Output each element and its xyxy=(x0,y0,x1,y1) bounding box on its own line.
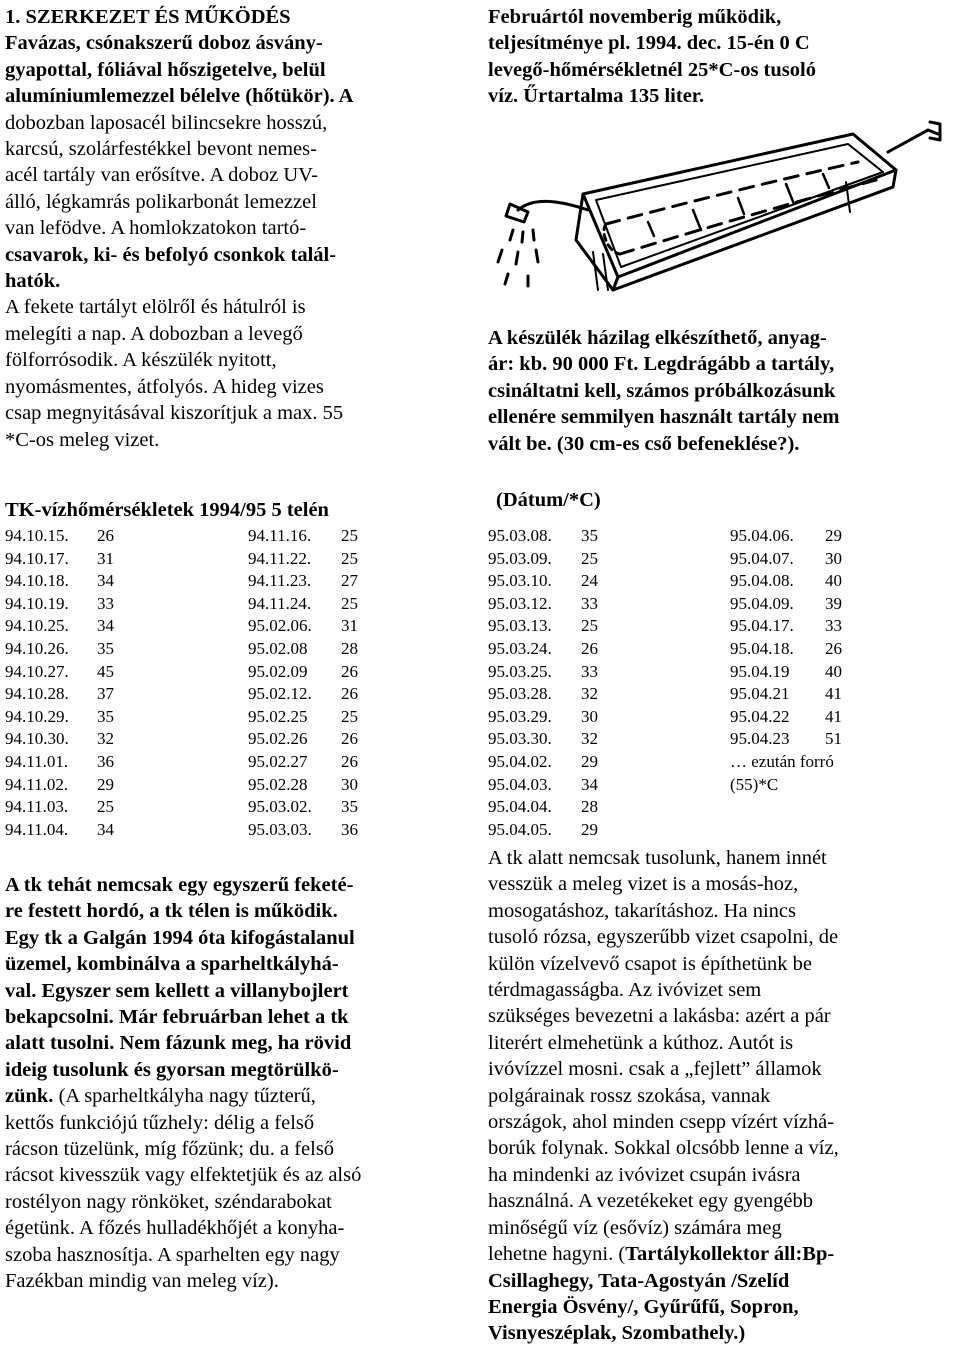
text-line xyxy=(488,977,956,1003)
table-cell: 29 xyxy=(97,774,114,794)
table-cell: 28 xyxy=(581,797,598,817)
table-cell: 34 xyxy=(97,571,114,591)
table-cell: 94.11.03. xyxy=(5,797,69,817)
text-line xyxy=(5,83,475,109)
table-cell: 33 xyxy=(825,616,842,636)
table-cell: 26 xyxy=(341,751,358,771)
text-line xyxy=(488,1241,956,1267)
text-line xyxy=(5,1215,475,1241)
text-line xyxy=(488,325,956,351)
table-cell: 95.02.09 xyxy=(248,661,308,681)
temperature-table-left xyxy=(5,525,475,841)
text-line-part: A készülék házilag elkészíthető, anyag- xyxy=(488,327,827,349)
text-line-part: van lefödve. A homlokzatokon tartó- xyxy=(5,217,307,240)
table-cell: 26 xyxy=(581,638,598,658)
table-cell: 95.03.09. xyxy=(488,548,552,568)
table-cell: 51 xyxy=(825,729,842,749)
text-line-part: rácson tüzelünk, míg főzünk; du. a felső xyxy=(5,1138,335,1161)
text-line-part: rácsot kivesszük vagy elfektetjük és az alsó xyxy=(5,1164,362,1187)
text-line xyxy=(5,1083,475,1109)
text-line-part: csap megnyitásával kiszorítjuk a max. 55 xyxy=(5,402,344,425)
table-row xyxy=(488,728,956,751)
table-cell: 95.04.17. xyxy=(730,616,794,636)
table-cell: 40 xyxy=(825,571,842,591)
text-line xyxy=(5,1004,475,1030)
text-line xyxy=(5,347,475,373)
text-line xyxy=(488,871,956,897)
table-row xyxy=(5,661,475,684)
text-line-part: ellenére semmilyen használt tartály nem xyxy=(488,406,840,429)
text-line-part: tusoló rózsa, egyszerűbb vizet csapolni, de xyxy=(488,926,839,949)
table-cell: 95.02.28 xyxy=(248,774,308,794)
table-cell: 95.03.25. xyxy=(488,661,552,681)
table-cell: 95.03.24. xyxy=(488,638,552,658)
text-line-part: rostélyon nagy rönköket, széndarabokat xyxy=(5,1190,332,1213)
text-line-part: karcsú, szolárfestékkel bevont nemes- xyxy=(5,138,317,161)
text-line xyxy=(488,1135,956,1161)
table-cell: 95.04.21 xyxy=(730,684,790,704)
table-cell: 95.03.29. xyxy=(488,706,552,726)
text-line-part: re festett hordó, a tk télen is működik. xyxy=(5,900,338,923)
table-row xyxy=(5,548,475,571)
text-line xyxy=(488,4,956,30)
text-line xyxy=(488,378,956,404)
table-cell: 41 xyxy=(825,706,842,726)
table-cell: 25 xyxy=(341,593,358,613)
table-cell: 35 xyxy=(341,797,358,817)
text-line xyxy=(5,242,475,268)
table-row xyxy=(488,615,956,638)
text-line xyxy=(5,1136,475,1162)
table-row xyxy=(488,525,956,548)
text-line xyxy=(5,4,475,30)
table-cell: 41 xyxy=(825,684,842,704)
text-line xyxy=(5,30,475,56)
text-line-part: dobozban laposacél bilincsekre hosszú, xyxy=(5,111,328,134)
table-cell: 29 xyxy=(825,526,842,545)
text-line-part: égetünk. A főzés hulladékhőjét a konyha- xyxy=(5,1217,345,1240)
table-cell: 33 xyxy=(581,661,598,681)
table-cell: 94.11.16. xyxy=(248,526,312,545)
table-cell: 34 xyxy=(581,774,598,794)
text-line xyxy=(5,110,475,136)
text-line xyxy=(5,189,475,215)
text-line-part: levegő-hőmérsékletnél 25*C-os tusoló xyxy=(488,58,816,81)
text-line xyxy=(5,1110,475,1136)
table-cell: 95.02.27 xyxy=(248,751,308,771)
table-row xyxy=(488,593,956,616)
table-cell: 40 xyxy=(825,661,842,681)
text-line-part: Visnyeszéplak, Szombathely.) xyxy=(488,1322,746,1345)
text-line-part: csináltatni kell, számos próbálkozásunk xyxy=(488,379,836,402)
table-cell: 95.03.10. xyxy=(488,571,552,591)
table-row xyxy=(5,819,475,842)
table-cell: 33 xyxy=(581,593,598,613)
text-line xyxy=(488,1109,956,1135)
table-row xyxy=(5,683,475,706)
table-cell: 94.10.15. xyxy=(5,526,69,545)
table-cell: 34 xyxy=(97,819,114,839)
table-cell: 94.10.27. xyxy=(5,661,69,681)
table-row xyxy=(5,774,475,797)
text-line-part: víz. Űrtartalma 135 liter. xyxy=(488,85,705,108)
text-line-part: minőségű víz (esővíz) számára meg xyxy=(488,1216,782,1239)
table-cell: 25 xyxy=(341,706,358,726)
table-cell: 29 xyxy=(581,751,598,771)
text-line xyxy=(488,1030,956,1056)
table-row xyxy=(5,615,475,638)
table-cell: 28 xyxy=(341,638,358,658)
text-line-part: Egy tk a Galgán 1994 óta kifogástalanul xyxy=(5,926,355,949)
table-cell: 94.10.30. xyxy=(5,729,69,749)
table-cell: 95.03.03. xyxy=(248,819,312,839)
table-cell: 26 xyxy=(341,661,358,681)
text-line xyxy=(5,321,475,347)
table-cell: 32 xyxy=(97,729,114,749)
text-line-part: polgárainak rossz szokása, vannak xyxy=(488,1084,771,1107)
text-line-part: literért elmehetünk a kúthoz. Autót is xyxy=(488,1031,794,1054)
text-line xyxy=(488,1003,956,1029)
text-line xyxy=(488,1215,956,1241)
usage-text xyxy=(488,845,956,1347)
table-cell: 26 xyxy=(341,684,358,704)
text-line-part: (A sparheltkályha nagy tűzterű, xyxy=(53,1085,316,1108)
table-cell: 95.02.12. xyxy=(248,684,312,704)
text-line-part: ideig tusolunk és gyorsan megtörülkö- xyxy=(5,1058,339,1081)
table-cell: 29 xyxy=(581,819,598,839)
text-line-part: Tartálykollektor áll:Bp- xyxy=(625,1243,835,1266)
table-title: TK-vízhőmérsékletek 1994/95 5 telén xyxy=(5,499,329,521)
table-cell: 94.11.24. xyxy=(248,593,312,613)
table-cell: 25 xyxy=(97,797,114,817)
text-line xyxy=(5,400,475,426)
text-line xyxy=(488,1083,956,1109)
text-line xyxy=(488,898,956,924)
text-line-part: mosogatáshoz, takarításhoz. Ha nincs xyxy=(488,899,796,922)
text-line-part: alatt tusolni. Nem fázunk meg, ha rövid xyxy=(5,1032,352,1055)
table-cell: 36 xyxy=(97,751,114,771)
text-line-part: zünk. xyxy=(5,1085,54,1108)
table-row xyxy=(5,728,475,751)
table-cell: 35 xyxy=(97,638,114,658)
table-row xyxy=(5,638,475,661)
text-line xyxy=(488,83,956,109)
table-cell: 94.11.01. xyxy=(5,751,69,771)
text-line-part: borúk folynak. Sokkal olcsóbb lenne a víz, xyxy=(488,1137,839,1160)
text-line-part: üzemel, kombinálva a sparheltkályhá- xyxy=(5,953,339,976)
table-cell: 94.11.04. xyxy=(5,819,69,839)
table-cell: 26 xyxy=(341,729,358,749)
text-line xyxy=(5,1268,475,1294)
table-row xyxy=(5,525,475,548)
table-cell: 95.03.28. xyxy=(488,684,552,704)
table-cell: 27 xyxy=(341,571,358,591)
table-cell: 95.03.12. xyxy=(488,593,552,613)
table-cell: 95.02.25 xyxy=(248,706,308,726)
table-cell: 94.10.28. xyxy=(5,684,69,704)
text-line-part: ár: kb. 90 000 Ft. Legdrágább a tartály, xyxy=(488,353,835,376)
table-row xyxy=(488,751,956,774)
text-line-part: szoba hasznosítja. A sparhelten egy nagy xyxy=(5,1243,340,1266)
text-line xyxy=(5,1242,475,1268)
text-line-part: bekapcsolni. Már februárban lehet a tk xyxy=(5,1006,349,1029)
text-line xyxy=(488,845,956,871)
table-cell: 32 xyxy=(581,684,598,704)
table-cell: 30 xyxy=(825,548,842,568)
text-line xyxy=(5,1057,475,1083)
season-text xyxy=(488,4,956,110)
text-line xyxy=(5,294,475,320)
table-row xyxy=(488,706,956,729)
table-cell: 95.04.23 xyxy=(730,729,790,749)
table-cell: 36 xyxy=(341,819,358,839)
table-cell: 94.10.19. xyxy=(5,593,69,613)
text-line xyxy=(5,1030,475,1056)
table-cell: 30 xyxy=(581,706,598,726)
table-cell: 24 xyxy=(581,571,598,591)
table-cell: 94.10.25. xyxy=(5,616,69,636)
text-line-part: Csillaghegy, Tata-Agostyán /Szelíd xyxy=(488,1269,790,1292)
text-line xyxy=(488,1268,956,1294)
table-row xyxy=(488,661,956,684)
text-line-part: országok, ahol minden csepp vízért vízhá- xyxy=(488,1111,835,1134)
table-cell: 95.02.08 xyxy=(248,638,308,658)
text-line-part: vált be. (30 cm-es cső befeneklése?). xyxy=(488,432,800,455)
text-line-part: álló, légkamrás polikarbonát lemezzel xyxy=(5,190,317,213)
table-caption: (Dátum/*C) xyxy=(496,489,601,511)
table-cell: 25 xyxy=(581,548,598,568)
table-cell: 95.04.04. xyxy=(488,797,552,817)
table-cell: (55)*C xyxy=(730,774,779,794)
text-line-part: kettős funkciójú tűzhely: délig a felső xyxy=(5,1111,315,1134)
text-line-part: A tk tehát nemcsak egy egyszerű feketé- xyxy=(5,874,354,896)
table-cell: 31 xyxy=(97,548,114,568)
table-cell: 95.04.02. xyxy=(488,751,552,771)
text-line xyxy=(488,351,956,377)
text-line xyxy=(488,1320,956,1346)
table-cell: 95.04.05. xyxy=(488,819,552,839)
text-line-part: val. Egyszer sem kellett a villanybojlert xyxy=(5,979,349,1002)
table-cell: 95.02.06. xyxy=(248,616,312,636)
table-cell: 94.11.02. xyxy=(5,774,69,794)
text-line-part: Februártól novemberig működik, xyxy=(488,6,782,28)
text-line-part: alumíniumlemezzel bélelve (hőtükör). A xyxy=(5,85,354,108)
text-line-part: A fekete tartályt elölről és hátulról is xyxy=(5,296,306,319)
text-line-part: vesszük a meleg vizet is a mosás-hoz, xyxy=(488,873,799,896)
table-row xyxy=(488,683,956,706)
table-row xyxy=(5,796,475,819)
table-cell: 94.11.23. xyxy=(248,571,312,591)
solar-collector-drawing xyxy=(488,112,948,322)
text-line xyxy=(5,427,475,453)
text-line xyxy=(5,215,475,241)
table-cell: 95.04.08. xyxy=(730,571,794,591)
text-line xyxy=(5,374,475,400)
table-cell: 94.10.29. xyxy=(5,706,69,726)
table-cell: 39 xyxy=(825,593,842,613)
table-cell: 26 xyxy=(97,526,114,545)
table-cell: 95.04.09. xyxy=(730,593,794,613)
text-line-part: 1. SZERKEZET ÉS MŰKÖDÉS xyxy=(5,6,291,28)
table-cell: 34 xyxy=(97,616,114,636)
table-cell: 33 xyxy=(97,593,114,613)
table-row xyxy=(488,796,956,819)
text-line-part: Favázas, csónakszerű doboz ásvány- xyxy=(5,32,323,55)
text-line-part: ivóvízzel mosni. csak a „fejlett” államok xyxy=(488,1058,822,1081)
text-line xyxy=(5,951,475,977)
table-row xyxy=(5,570,475,593)
text-line xyxy=(488,951,956,977)
text-line-part: acél tartály van erősítve. A doboz UV- xyxy=(5,164,318,187)
table-row xyxy=(488,819,956,842)
table-cell: 37 xyxy=(97,684,114,704)
table-row xyxy=(5,593,475,616)
text-line-part: térdmagasságba. Az ivóvizet sem xyxy=(488,979,762,1002)
table-cell: 25 xyxy=(341,548,358,568)
text-line-part: csavarok, ki- és befolyó csonkok talál- xyxy=(5,243,337,266)
table-cell: 45 xyxy=(97,661,114,681)
winter-operation-text xyxy=(5,872,475,1295)
text-line xyxy=(488,1056,956,1082)
table-row xyxy=(5,751,475,774)
table-row xyxy=(488,548,956,571)
table-cell: 25 xyxy=(581,616,598,636)
text-line-part: teljesítménye pl. 1994. dec. 15-én 0 C xyxy=(488,32,810,55)
text-line-part: nyomásmentes, átfolyós. A hideg vizes xyxy=(5,375,324,398)
text-line xyxy=(488,431,956,457)
text-line xyxy=(5,162,475,188)
text-line xyxy=(488,1188,956,1214)
table-cell: 26 xyxy=(825,638,842,658)
cost-text xyxy=(488,325,956,457)
text-line-part: használná. A vezetékeket egy gyengébb xyxy=(488,1190,814,1213)
table-row xyxy=(5,706,475,729)
text-line xyxy=(5,1162,475,1188)
text-line-part: fölforrósodik. A készülék nyitott, xyxy=(5,349,277,372)
table-cell: 95.04.07. xyxy=(730,548,794,568)
table-cell: 94.10.26. xyxy=(5,638,69,658)
table-cell: 31 xyxy=(341,616,358,636)
text-line-part: hatók. xyxy=(5,270,61,293)
table-row xyxy=(488,774,956,797)
text-line-part: lehetne hagyni. ( xyxy=(488,1243,626,1266)
table-cell: 95.04.06. xyxy=(730,526,794,545)
text-line xyxy=(5,1189,475,1215)
temperature-table-right xyxy=(488,525,956,841)
text-line xyxy=(488,1162,956,1188)
table-cell: 30 xyxy=(341,774,358,794)
table-cell: 95.03.02. xyxy=(248,797,312,817)
text-line xyxy=(5,268,475,294)
text-line-part: szükséges bevezetni a lakásba: azért a pár xyxy=(488,1005,831,1028)
intro-text xyxy=(5,4,475,453)
text-line xyxy=(488,57,956,83)
text-line xyxy=(488,924,956,950)
table-cell: 94.10.18. xyxy=(5,571,69,591)
table-cell: 95.04.19 xyxy=(730,661,790,681)
text-line xyxy=(5,898,475,924)
text-line-part: ha mindenki az ivóvizet csupán ivásra xyxy=(488,1163,801,1186)
text-line xyxy=(5,978,475,1004)
text-line-part: Fazékban mindig van meleg víz). xyxy=(5,1270,279,1293)
table-cell: 95.03.30. xyxy=(488,729,552,749)
table-cell: 95.04.22 xyxy=(730,706,790,726)
table-cell: 35 xyxy=(581,526,598,545)
table-row xyxy=(488,638,956,661)
table-cell: 95.03.08. xyxy=(488,526,552,545)
text-line xyxy=(5,136,475,162)
table-cell: 32 xyxy=(581,729,598,749)
text-line xyxy=(5,57,475,83)
text-line-part: A tk alatt nemcsak tusolunk, hanem innét xyxy=(488,847,827,869)
text-line-part: gyapottal, fóliával hőszigetelve, belül xyxy=(5,58,326,81)
table-cell: … ezután forró xyxy=(730,751,834,771)
table-cell: 95.04.18. xyxy=(730,638,794,658)
text-line xyxy=(488,30,956,56)
text-line xyxy=(5,925,475,951)
text-line xyxy=(488,404,956,430)
table-cell: 25 xyxy=(341,526,358,545)
text-line-part: melegíti a nap. A dobozban a levegő xyxy=(5,322,303,345)
table-cell: 35 xyxy=(97,706,114,726)
text-line xyxy=(5,872,475,898)
table-cell: 95.03.13. xyxy=(488,616,552,636)
table-cell: 94.11.22. xyxy=(248,548,312,568)
text-line-part: *C-os meleg vizet. xyxy=(5,428,160,451)
table-row xyxy=(488,570,956,593)
table-cell: 95.02.26 xyxy=(248,729,308,749)
table-cell: 95.04.03. xyxy=(488,774,552,794)
text-line-part: Energia Ösvény/, Gyűrűfű, Sopron, xyxy=(488,1295,799,1318)
text-line-part: külön vízelvevő csapot is építhetünk be xyxy=(488,952,812,975)
table-cell: 94.10.17. xyxy=(5,548,69,568)
text-line xyxy=(488,1294,956,1320)
